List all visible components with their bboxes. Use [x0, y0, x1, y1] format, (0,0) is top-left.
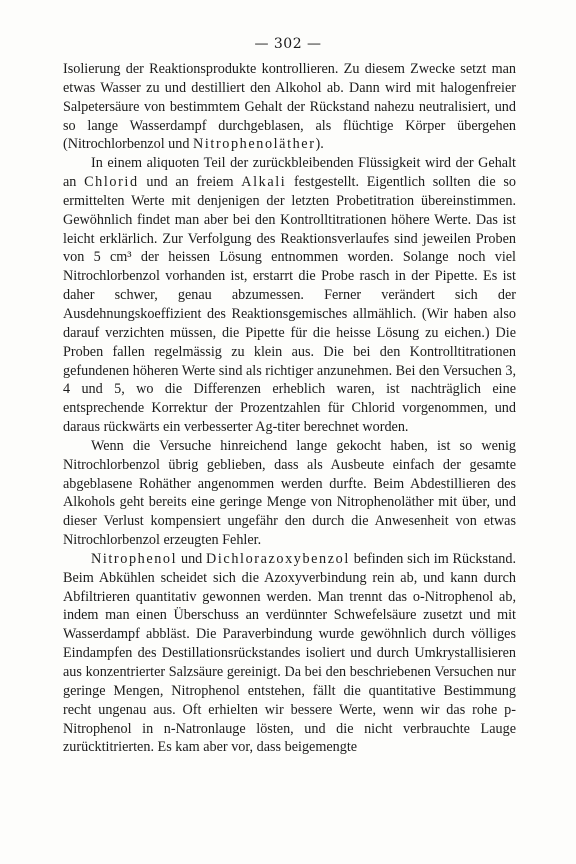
body-text — [63, 60, 516, 757]
spaced-term: Nitrophenoläther — [193, 136, 316, 153]
text-run: Wenn die Versuche hinreichend lange gekocht haben, ist so wenig Nitrochlorbenzol übrig geblieben, dass als Ausbeute einfach der gesamte abgeblasene Rohäther angenommen werden durfte. Beim Abdestillieren des Alkohols geht bereits eine geringe Menge von Nitrophenoläther mit über, und dieser Verlust kompensiert ungefähr den durch die Anwesenheit von etwas Nitrochlorbenzol erzeugten Fehler. — [63, 437, 516, 549]
page-number: — 302 — — [254, 36, 322, 52]
spaced-term: Chlorid — [84, 174, 139, 191]
paragraph-3 — [63, 437, 516, 550]
spaced-term: Dichlorazoxybenzol — [206, 550, 350, 567]
text-run: und — [177, 550, 207, 567]
paragraph-4 — [63, 550, 516, 757]
text-run: In einem aliquoten Teil der zurückbleibenden Flüssigkeit wird der Gehalt an — [63, 155, 516, 191]
text-run: und an freiem — [138, 174, 242, 191]
spaced-term: Nitrophenol — [91, 550, 178, 567]
text-run: befinden sich im Rückstand. Beim Abkühlen scheidet sich die Azoxyverbindung rein ab, und kann durch Abfiltrieren quantitativ gewonnen werden. Man trennt das o-Nitrophenol ab, indem man einen Überschuss an verdünnter Schwefelsäure zusetzt und mit Wasserdampf abbläst. Die Paraverbindung wurde gewöhnlich durch völliges Eindampfen des Destillationsrückstandes isoliert und durch Umkrystallisieren aus konzentrierter Salzsäure gereinigt. Da bei den beschriebenen Versuchen nur geringe Mengen, Nitrophenol entstehen, fällt die quantitative Bestimmung recht ungenau aus. Oft erhielten wir bessere Werte, wenn wir das rohe p-Nitrophenol in n-Natronlauge lösten, und die nicht verbrauchte Lauge zurücktitrierten. Es kam aber vor, dass beigemengte — [63, 550, 516, 756]
paragraph-1 — [63, 60, 516, 154]
paragraph-2 — [63, 154, 516, 437]
text-run: festgestellt. Eigentlich sollten die so ermittelten Werte mit denjenigen der letzten Probetitration übereinstimmen. Gewöhnlich findet man aber bei den Kontrolltitrationen höhere Werte. Das ist leicht erklärlich. Zur Verfolgung des Reaktionsverlaufes sind jeweilen Proben von 5 cm³ der heissen Lösung entnommen worden. Solange noch viel Nitrochlorbenzol vorhanden ist, erstarrt die Probe rasch in der Pipette. Es ist daher schwer, genau abzumessen. Ferner verändert sich der Ausdehnungskoeffizient des Reaktionsgemisches allmählich. (Wir haben also darauf verzichten müssen, die Pipette für die heisse Lösung zu eichen.) Die Proben fallen regelmässig zu klein aus. Die bei den Kontrolltitrationen gefundenen höheren Werte sind als richtiger anzunehmen. Bei den Versuchen 3, 4 und 5, wo die Differenzen erheblich waren, ist nachträglich eine entsprechende Korrektur der Prozentzahlen für Chlorid vorgenommen, und daraus rückwärts ein verbesserter Ag-titer berechnet worden. — [63, 174, 516, 436]
text-run: ). — [315, 136, 324, 153]
text-run: Isolierung der Reaktionsprodukte kontrollieren. Zu diesem Zwecke setzt man etwas Wasser zu und destilliert den Alkohol ab. Dann wird mit halogenfreier Salpetersäure von bestimmtem Gehalt der Rückstand nahezu neutralisiert, und so lange Wasserdampf durchgeblasen, als flüchtige Körper übergehen (Nitrochlorbenzol und — [63, 61, 516, 153]
spaced-term: Alkali — [241, 174, 287, 191]
